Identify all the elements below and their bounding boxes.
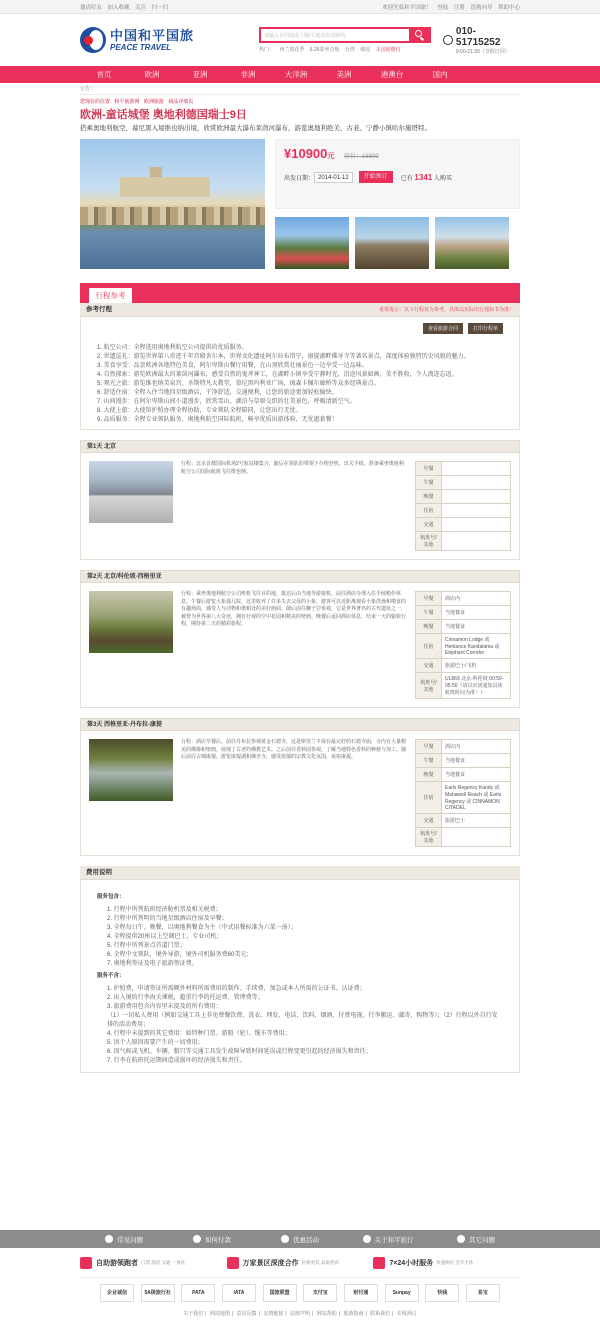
promo-icon	[281, 1235, 289, 1243]
price-box	[275, 139, 520, 209]
product-subtitle: 搭乘奥地利航空，幕尼黑入境维也纳出境，欣赏欧洲最大瀑布莱茵河瀑布，游览奥地利绝美、古老、宁静小镇哈尔施塔特。	[80, 125, 431, 132]
search-area	[259, 27, 433, 53]
list-item: 7. 奥地利签证及电子旅游签证费。	[107, 961, 198, 967]
invite-link[interactable]: 邀请好友	[80, 5, 103, 11]
main-photo[interactable]	[80, 139, 265, 269]
follow-link[interactable]: 关注	[135, 5, 147, 11]
phone-icon	[443, 35, 453, 45]
footer-other[interactable]: 其它问题	[432, 1235, 520, 1244]
list-item: 6. 舒适住宿：全程入住当地四星级酒店，干净舒适，交通便利，让您的旅途更加轻松愉快。	[97, 390, 338, 396]
search-button[interactable]	[409, 27, 431, 43]
footer-links: 关于我们 | 网站地图 | 意见反馈 | 友情链接 | 法律声明 | 网站帮助 | 旅游指南 | 联系我们 | 在线预订	[183, 1311, 417, 1317]
search-icon	[415, 30, 422, 37]
price: ¥10900元 原价：16800	[284, 146, 379, 161]
ref-header: 参考行程 重要提示：以下行程仅为参考，具体以实际出行通知书为准！	[80, 303, 520, 317]
question-icon	[105, 1235, 113, 1243]
day-table: 早餐 酒店内 午餐 当地餐食 晚餐 当地餐食 住宿 Cinnamon Lodge 或 Heritance Kandalama 或 Elephant Corridor 交通 旅游巴士/飞机 航班号/其他 UL869 北京-科伦坡 00:50-05:50（请以出团通知具体航班时间为准！）	[415, 591, 511, 699]
phone-hours: 9:00-21:30（节假日同）	[455, 48, 510, 55]
logo-cn: 中国和平国旅	[110, 27, 195, 43]
thumbnail[interactable]	[275, 217, 349, 269]
list-item: 6. 因气候或飞机、车辆、船只等交通工具发生故障导致时间延误或行程变更引起的经济损失和责任；	[107, 1049, 372, 1055]
nav-america[interactable]: 美洲	[336, 70, 352, 79]
footer-link[interactable]: 在线预订	[396, 1311, 417, 1317]
nav-domestic[interactable]: 国内	[432, 70, 448, 79]
day-photo	[89, 739, 173, 801]
footer-link[interactable]: 网站帮助	[316, 1311, 337, 1317]
original-price: 原价：16800	[344, 154, 379, 160]
list-item: 3. 美食享受：品尝欧洲各地特色美食，阿尔卑斯山餐厅用餐，在山顶欣赏壮丽景色一边享受一边品味。	[97, 363, 368, 369]
day-table: 早餐 午餐 晚餐 住宿 交通 航班号/其他	[415, 461, 511, 551]
price-value: 10900	[291, 146, 328, 161]
day-text: 行程：酒店早餐后，前往丹布拉参观黄金石窟寺，这是斯里兰卡保存最完好的石窟寺庙，寺内有大量精美的佛像和壁画，展现了古老的佛教艺术。之后前往香料园参观，了解当地特色香料的种植与加工。随后前往古城康提，游览康提湖和佛牙寺，感受浓郁的宗教文化氛围，夜宿康提。	[181, 739, 407, 760]
list-item: 6. 全程中文领队，境外导游，境外司机服务费60美元；	[107, 952, 253, 958]
phone-number: 010-51715252	[455, 25, 501, 48]
about-icon	[363, 1235, 371, 1243]
footer-link[interactable]: 法律声明	[289, 1311, 310, 1317]
header	[0, 14, 600, 66]
logo-mark	[80, 27, 106, 53]
ref-box	[80, 317, 520, 430]
tab-itinerary[interactable]: 行程参考	[88, 287, 133, 303]
list-item: 5. 观光之旅：游览维也纳美泉宫、圣斯特凡大教堂，慕尼黑玛利亚广场，琉森卡佩尔廊桥等众多经典景点。	[97, 381, 380, 387]
handshake-icon	[227, 1257, 239, 1269]
nav-home[interactable]: 首页	[96, 70, 112, 79]
list-item: 5. 行程中所列景点首道门票；	[107, 943, 186, 949]
fee-exclude-title: 服务不含：	[97, 973, 125, 979]
footer	[0, 1230, 600, 1317]
fee-exclude-list	[107, 983, 503, 1064]
nav-hk-macau-tw[interactable]: 港澳台	[380, 70, 404, 79]
guide-link[interactable]: 选购向导	[470, 5, 493, 11]
breadcrumb-item: 您现在的位置	[80, 99, 111, 105]
service-item: 万家景区深度合作 价格更低 品质更高	[227, 1257, 374, 1269]
list-item: 5. 因个人原因需要产生的一切费用；	[107, 1040, 204, 1046]
register-link[interactable]: 注册	[453, 5, 465, 11]
product-info	[265, 139, 520, 269]
purchase-count: 已有 1341 人购买	[400, 172, 452, 182]
list-item: 1. 行程中所列航班经济舱机票及相关税费；	[107, 907, 222, 913]
day-text: 行程：乘坐奥地利航空公司班机飞往目的地，抵达后由当地导游接机，前往酒店办理入住手续稍作休息。午餐后游览大象孤儿院，这里收养了许多失去父母的小象，游客可以近距离观看小象洗澡和喂食的有趣场面，感受人与动物和谐相处的美好画面。随后前往狮子岩参观，它是世界著名的古代遗址之一，被誉为世界第八大奇迹，拥有壮观的空中花园和精美的壁画。晚餐后返回酒店休息，结束一天的愉快行程，期待第二天的精彩旅程。	[181, 591, 407, 627]
breadcrumb	[80, 98, 520, 105]
footer-nav	[0, 1230, 600, 1248]
footer-link[interactable]: 意见反馈	[236, 1311, 257, 1317]
partner-logo[interactable]: 国旅联盟	[263, 1284, 297, 1302]
breadcrumb-item[interactable]: 欧洲旅游	[143, 99, 164, 105]
footer-link[interactable]: 友情链接	[263, 1311, 284, 1317]
breadcrumb-item: 商品详细页	[168, 99, 194, 105]
info-icon	[457, 1235, 465, 1243]
ref-tip: 重要提示：以下行程仅为参考，具体以实际出行通知书为准！	[378, 307, 514, 313]
list-item: 1. 航空公司：全程选用奥地利航空公司提供的优质服务。	[97, 345, 248, 351]
footer-link[interactable]: 网站地图	[209, 1311, 230, 1317]
list-item: 2. 行程中所列明的当地星级酒店住宿及早餐；	[107, 916, 228, 922]
day-photo	[89, 591, 173, 653]
list-item: 7. 行李在航班托运期间造成损坏的经济损失和责任。	[107, 1058, 246, 1064]
footer-link[interactable]: 关于我们	[183, 1311, 204, 1317]
car-icon	[80, 1257, 92, 1269]
partner-logo[interactable]: PATA	[181, 1284, 215, 1302]
notice-bar	[0, 83, 600, 95]
service-item: 自助游领跑者 门票 酒店 交通 一体化	[80, 1257, 227, 1269]
content	[80, 98, 520, 1073]
logo[interactable]	[80, 27, 259, 53]
day-header: 第3天 西格里亚-丹布拉-康提	[80, 718, 520, 731]
day-table: 早餐 酒店内 午餐 当地餐食 晚餐 当地餐食 住宿 Earls Regency Kandy 或 Mahaweli Reach 或 Earls Regency 或 CINNAMON CITADEL 交通 旅游巴士 航班号/其他	[415, 739, 511, 847]
list-item: （1）一切私人费用（例如交通工具上非免费餐饮费、洗衣、理发、电话、饮料、烟酒、付费电视、行李搬运、邮寄、购物等）；（2）行程以外自行安排的活动费用；	[107, 1013, 498, 1028]
partner-logo[interactable]: 企业诚信	[100, 1284, 134, 1302]
print-button[interactable]: 打印行程单	[468, 323, 503, 334]
list-item: 9. 品质服务：全程专业领队服务，奥地利航空国际航班，畅享优质出游体验，无优惠套餐！	[97, 417, 338, 423]
list-item: 4. 行程中未提到的其它费用：如特种门票、游船（轮）、缆车等费用；	[107, 1031, 291, 1037]
date-label: 出发日期：	[284, 175, 315, 182]
favorite-link[interactable]: 加入收藏	[107, 5, 130, 11]
footer-link[interactable]: 联系我们	[370, 1311, 391, 1317]
list-item: 2. 出入境的行李海关课税，超重行李的托运费、管理费等；	[107, 995, 264, 1001]
scan-link[interactable]: 扫一扫	[151, 5, 169, 11]
list-item: 4. 全程提供20座以上空调巴士，专业司机；	[107, 934, 223, 940]
partner-logo[interactable]: 财付通	[344, 1284, 378, 1302]
partner-logos	[0, 1278, 600, 1308]
highlight-list	[97, 342, 503, 423]
day-header: 第2天 北京/科伦坡-西格里亚	[80, 570, 520, 583]
footer-faq[interactable]: 常见问题	[80, 1235, 168, 1244]
search-input[interactable]: 请输入目的地或主题/关键词查找路线	[259, 27, 409, 43]
nav-oceania[interactable]: 大洋洲	[284, 70, 308, 79]
footer-promo[interactable]: 优惠活动	[256, 1235, 344, 1244]
hot-keyword[interactable]: 韩国	[360, 47, 371, 53]
day-block	[80, 453, 520, 560]
help-link[interactable]: 帮助中心	[497, 5, 520, 11]
nav-africa[interactable]: 非洲	[240, 70, 256, 79]
partner-logo[interactable]: 5A级旅行社	[141, 1284, 175, 1302]
nav-europe[interactable]: 欧洲	[144, 70, 160, 79]
fee-include-list	[107, 904, 503, 967]
partner-logo[interactable]: IATA	[222, 1284, 256, 1302]
fee-box	[80, 880, 520, 1073]
partner-logo[interactable]: 快钱	[425, 1284, 459, 1302]
list-item: 1. 护照费，申请签证所需额外材料所需费用的制作、手续费，加急或本人所需的公证书、认证费；	[107, 986, 366, 992]
list-item: 3. 旅游费用包含内容里未提及的所有费用：	[107, 1004, 222, 1010]
town-shape	[80, 207, 265, 225]
hot-keywords: 热门： 西兰黑花季 6.26泰坐首航 台湾 韩国 美国游缴付	[258, 47, 401, 53]
main-nav	[0, 66, 600, 83]
hot-keyword[interactable]: 台湾	[344, 47, 355, 53]
service-item: 7×24小时服务 快速响应 全年无休	[373, 1257, 520, 1269]
footer-payment[interactable]: 如何付款	[168, 1235, 256, 1244]
list-item: 2. 世遗巡礼：游览世界第八奇迹千年宫殿舍尔本，世界文化遗址阿尔拉布塔宁，康提湖畔佛牙寺等著名景点，深度体验独特历史风貌的魅力。	[97, 354, 470, 360]
thumbnail[interactable]	[355, 217, 429, 269]
partner-logo[interactable]: 支付宝	[303, 1284, 337, 1302]
partner-logo[interactable]: Sunpay	[385, 1284, 419, 1302]
thumbnail[interactable]	[435, 217, 509, 269]
login-link[interactable]: 登陆	[437, 5, 449, 11]
thumbnails	[275, 217, 520, 269]
list-item: 3. 全程每日午、晚餐，以奥地利餐食为主（中式用餐标准为六菜一汤）；	[107, 925, 297, 931]
list-item: 8. 大使上旅：大使馆护照办理全程协助，专业领队全程陪同，让您出行无忧。	[97, 408, 302, 414]
tab-bar	[80, 283, 520, 303]
service-strip	[0, 1248, 600, 1278]
book-button[interactable]: 开始预订	[359, 171, 393, 183]
day-photo	[89, 461, 173, 523]
hot-keyword[interactable]: 美国游缴付	[375, 47, 401, 53]
product-hero	[80, 139, 520, 269]
fee-header: 费用说明	[80, 866, 520, 880]
product-title: 欧洲-童话城堡 奥地利德国瑞士9日	[80, 109, 247, 121]
nav-asia[interactable]: 亚洲	[192, 70, 208, 79]
list-item: 7. 山间漫步：在阿尔卑斯山间小道漫步，欣赏雪山、湖泊与草原交织的壮美景色，呼吸清新空气。	[97, 399, 356, 405]
clock-icon	[373, 1257, 385, 1269]
castle-shape	[120, 177, 210, 197]
day-block	[80, 583, 520, 708]
footer-about[interactable]: 关于和平旅行	[344, 1235, 432, 1244]
fee-include-title: 服务包含：	[97, 894, 125, 900]
day-text: 行程：北京首都国际机场2号航站楼集合，随后在领队的带领下办理登机、出关手续，准备乘坐奥地利航空公司国际航班飞往维也纳。	[181, 461, 404, 475]
day-block	[80, 731, 520, 856]
footer-link[interactable]: 旅游指南	[343, 1311, 364, 1317]
hotline	[443, 26, 520, 55]
day-header: 第1天 北京	[80, 440, 520, 453]
date-select[interactable]: 2014-01-12	[314, 172, 353, 183]
hot-keyword[interactable]: 西兰黑花季	[279, 47, 305, 53]
breadcrumb-item[interactable]: 和平旅游网	[114, 99, 140, 105]
partner-logo[interactable]: 易宝	[466, 1284, 500, 1302]
welcome-text: 欢迎先临和平国旅！	[382, 5, 432, 11]
list-item: 4. 自然探索：游览欧洲最大的莱茵河瀑布，感受自然的鬼斧神工，在湖畔小镇享受宁静时光，沿途风景如画，美不胜收，令人流连忘返。	[97, 372, 458, 378]
top-bar	[0, 0, 600, 14]
hot-keyword[interactable]: 6.26泰坐首航	[309, 47, 340, 53]
logo-en: PEACE TRAVEL	[110, 42, 172, 52]
notice-label: 公告：	[80, 86, 96, 92]
contract-button[interactable]: 查看旅游合同	[423, 323, 463, 334]
payment-icon	[193, 1235, 201, 1243]
